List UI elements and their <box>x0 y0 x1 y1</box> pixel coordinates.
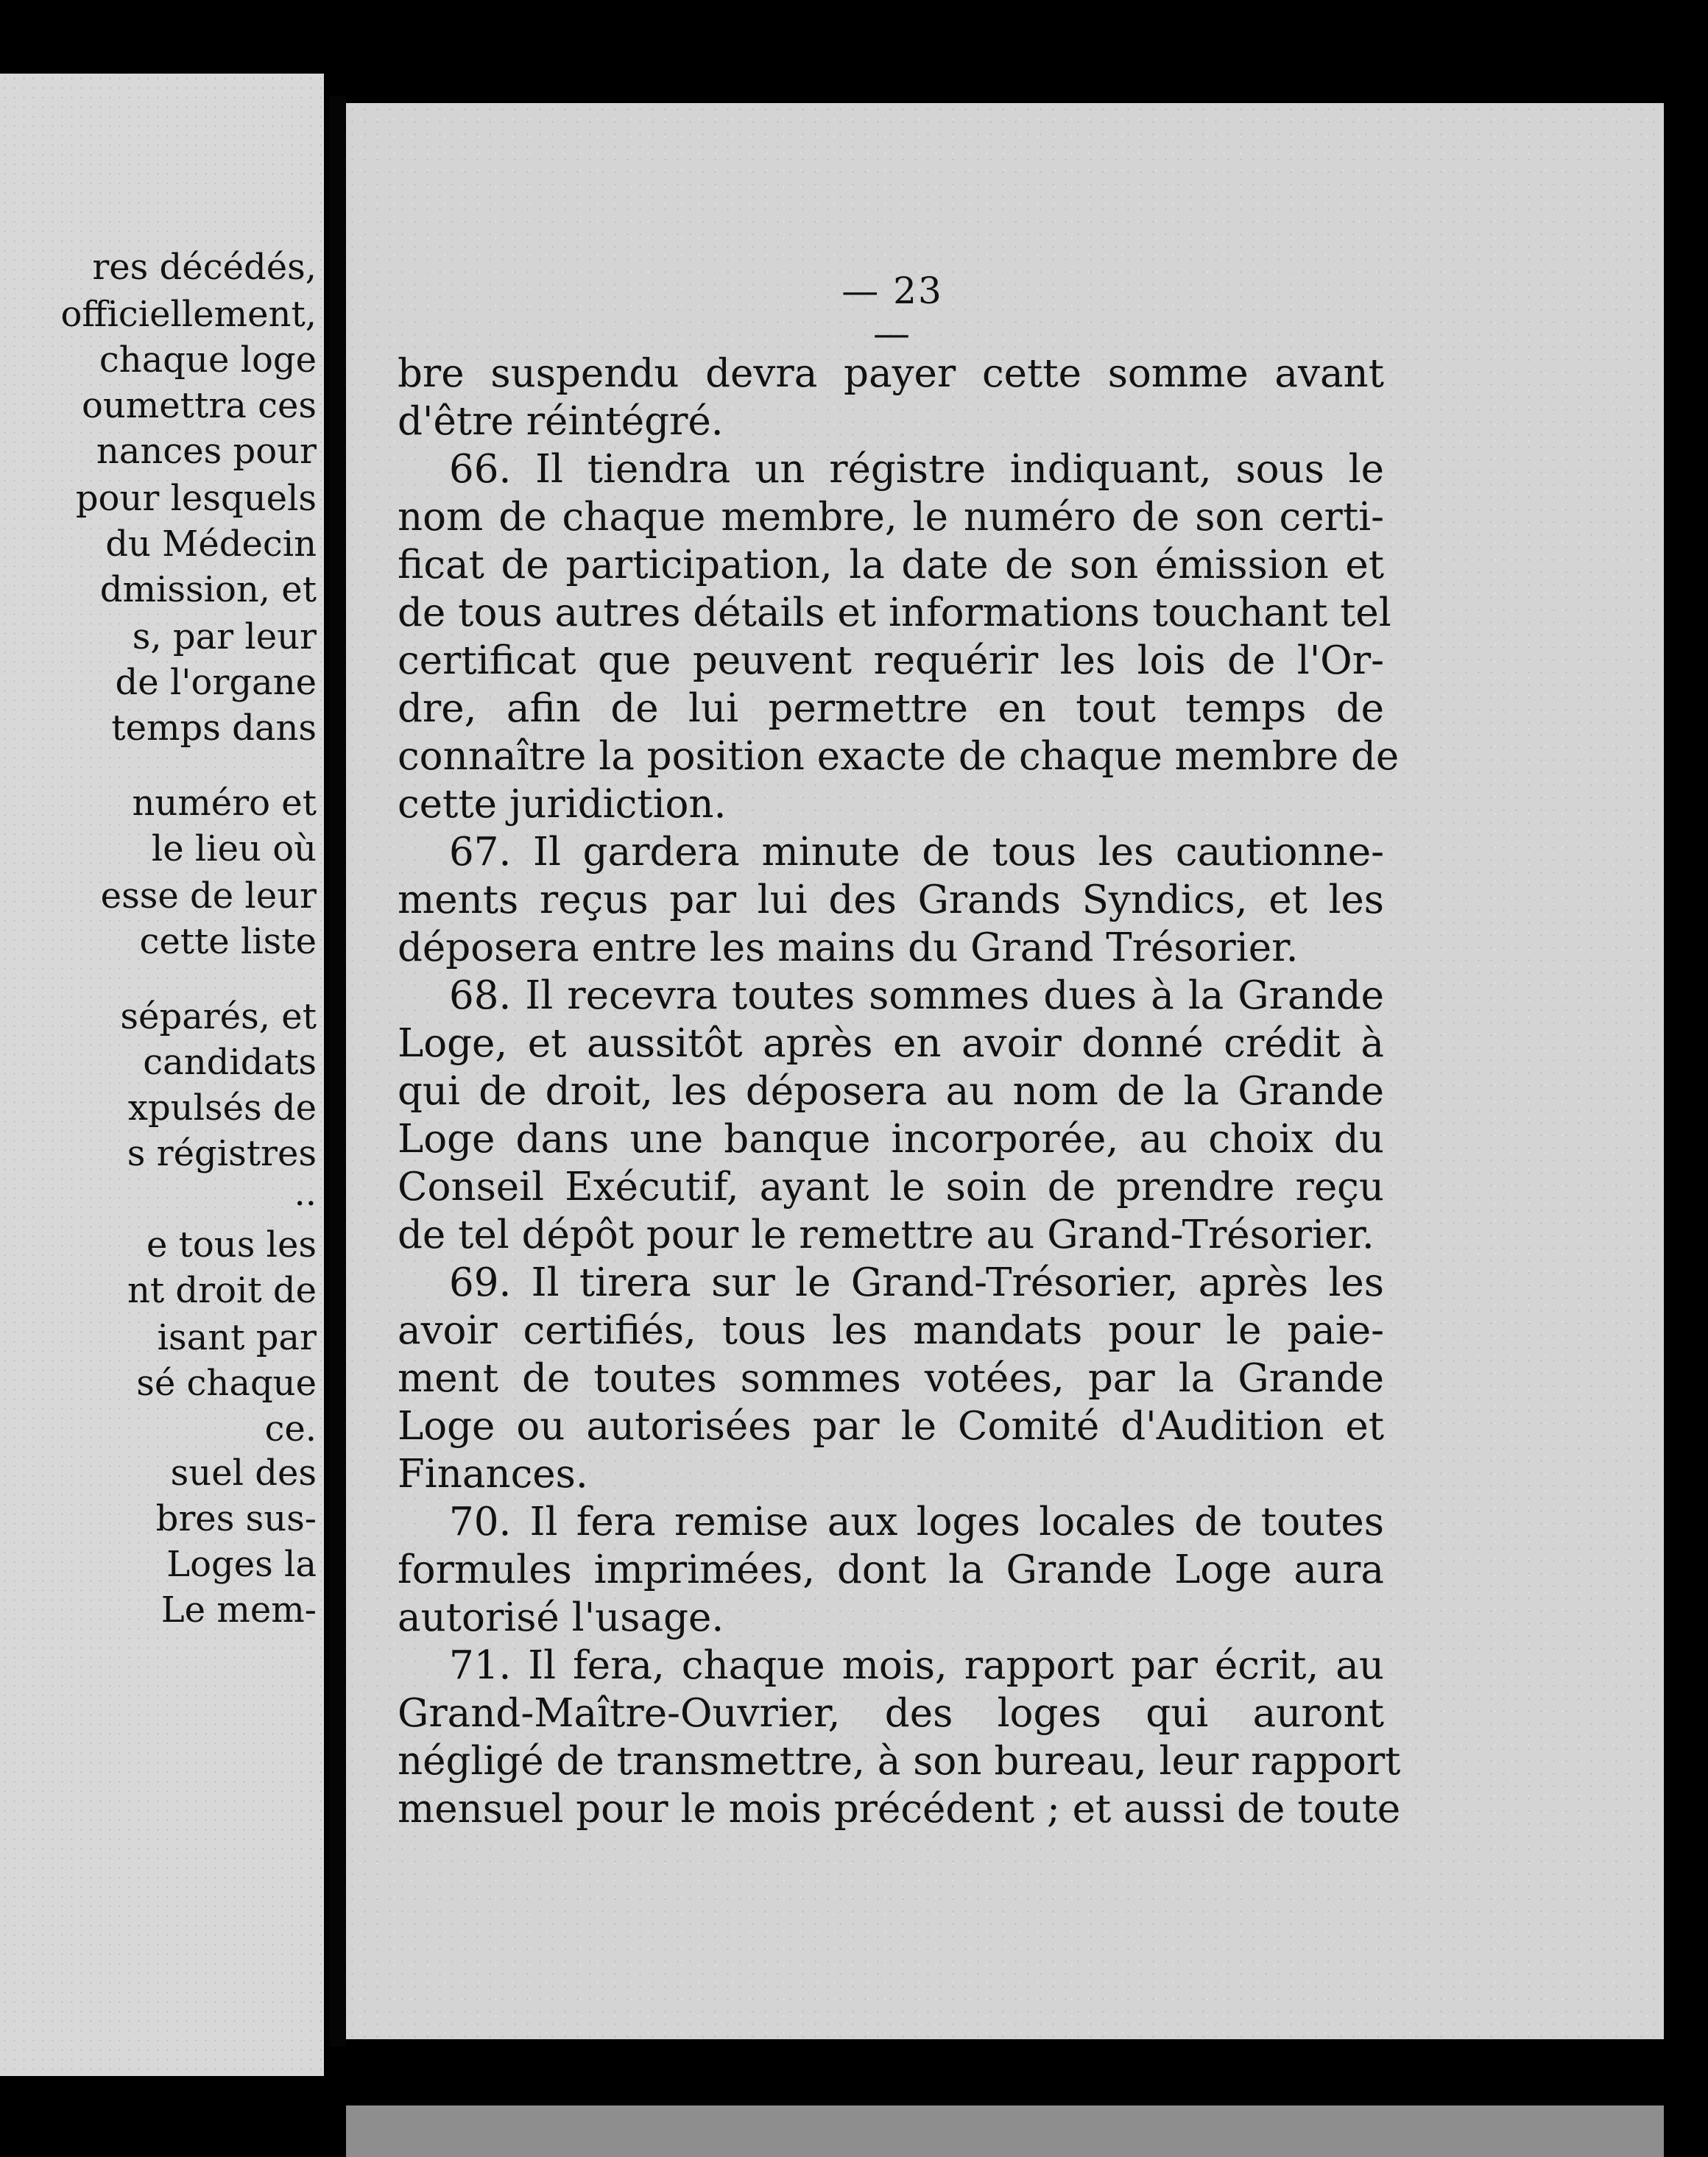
text-line: bre suspendu devra payer cette somme avant <box>398 351 1384 396</box>
text-line: avoir certifiés, tous les mandats pour le paie- <box>398 1308 1384 1353</box>
left-page-line: Loges la <box>166 1544 317 1585</box>
left-page-line: .. <box>294 1173 317 1214</box>
text-line: ment de toutes sommes votées, par la Grande <box>398 1356 1384 1401</box>
text-line: Loge dans une banque incorporée, au choix du <box>398 1117 1384 1162</box>
article-first-line: 67. Il gardera minute de tous les cautionne- <box>449 830 1384 875</box>
left-page-line: temps dans <box>111 707 317 749</box>
text-line: cette juridiction. <box>398 782 727 827</box>
article-first-line: 71. Il fera, chaque mois, rapport par écrit, au <box>449 1643 1384 1688</box>
left-page-line: Le mem- <box>160 1589 317 1631</box>
text-line: ments reçus par lui des Grands Syndics, et les <box>398 878 1384 922</box>
left-page-line: isant par <box>157 1317 317 1358</box>
text-line: Loge ou autorisées par le Comité d'Audition et <box>398 1404 1384 1449</box>
article-first-line: 70. Il fera remise aux loges locales de toutes <box>449 1500 1384 1545</box>
text-line: mensuel pour le mois précédent ; et aussi de toute <box>398 1787 1401 1832</box>
text-line: Grand-Maître-Ouvrier, des loges qui auront <box>398 1691 1384 1736</box>
left-page-line: candidats <box>143 1042 317 1083</box>
text-line: déposera entre les mains du Grand Trésorier. <box>398 925 1299 970</box>
text-line: ficat de participation, la date de son émission et <box>398 543 1384 587</box>
text-line: dre, afin de lui permettre en tout temps de <box>398 686 1384 731</box>
left-page-line: chaque loge <box>99 339 317 381</box>
text-line: connaître la position exacte de chaque membre de <box>398 734 1400 779</box>
text-line: d'être réintégré. <box>398 399 724 444</box>
text-line: négligé de transmettre, à son bureau, leur rapport <box>398 1739 1401 1784</box>
left-page-line: ce. <box>264 1408 317 1450</box>
page-bottom-edge <box>346 2105 1664 2157</box>
left-page-line: sé chaque <box>136 1363 317 1404</box>
left-page-line: pour lesquels <box>75 478 317 519</box>
left-page <box>0 74 324 2076</box>
article-first-line: 69. Il tirera sur le Grand-Trésorier, après les <box>449 1260 1384 1305</box>
article-first-line: 66. Il tiendra un régistre indiquant, sous le <box>449 447 1384 492</box>
body-text <box>398 350 1401 1833</box>
page-number: — 23 — <box>841 269 943 355</box>
article-first-line: 68. Il recevra toutes sommes dues à la Grande <box>449 973 1384 1018</box>
left-page-line: res décédés, <box>92 247 317 288</box>
left-page-line: le lieu où <box>151 828 317 869</box>
text-line: de tous autres détails et informations touchant tel <box>398 590 1391 635</box>
text-line: certificat que peuvent requérir les lois de l'Or- <box>398 638 1384 683</box>
text-line: Loge, et aussitôt après en avoir donné crédit à <box>398 1021 1384 1066</box>
left-page-line: s régistres <box>127 1133 317 1174</box>
left-page-line: bres sus- <box>155 1498 317 1539</box>
text-line: autorisé l'usage. <box>398 1595 724 1640</box>
left-page-line: dmission, et <box>99 569 317 610</box>
text-line: nom de chaque membre, le numéro de son certi- <box>398 495 1384 540</box>
left-page-line: nt droit de <box>127 1270 317 1311</box>
left-page-line: de l'organe <box>115 662 317 703</box>
left-page-line: du Médecin <box>105 523 317 565</box>
text-line: Conseil Exécutif, ayant le soin de prendre reçu <box>398 1165 1384 1210</box>
left-page-line: nances pour <box>96 431 317 472</box>
left-page-line: cette liste <box>139 921 317 962</box>
text-line: qui de droit, les déposera au nom de la Grande <box>398 1069 1384 1114</box>
left-page-line: numéro et <box>132 783 317 824</box>
text-line: formules imprimées, dont la Grande Loge aura <box>398 1547 1384 1592</box>
left-page-line: e tous les <box>146 1224 317 1265</box>
text-line: Finances. <box>398 1452 588 1497</box>
left-page-line: séparés, et <box>120 996 317 1037</box>
left-page-line: esse de leur <box>100 875 317 917</box>
left-page-line: s, par leur <box>132 616 317 657</box>
left-page-line: oumettra ces <box>81 385 317 426</box>
text-line: de tel dépôt pour le remettre au Grand-Trésorier. <box>398 1212 1374 1257</box>
left-page-line: xpulsés de <box>127 1087 317 1129</box>
left-page-line: officiellement, <box>60 294 317 335</box>
page-gutter <box>330 96 346 2047</box>
left-page-line: suel des <box>170 1452 317 1494</box>
